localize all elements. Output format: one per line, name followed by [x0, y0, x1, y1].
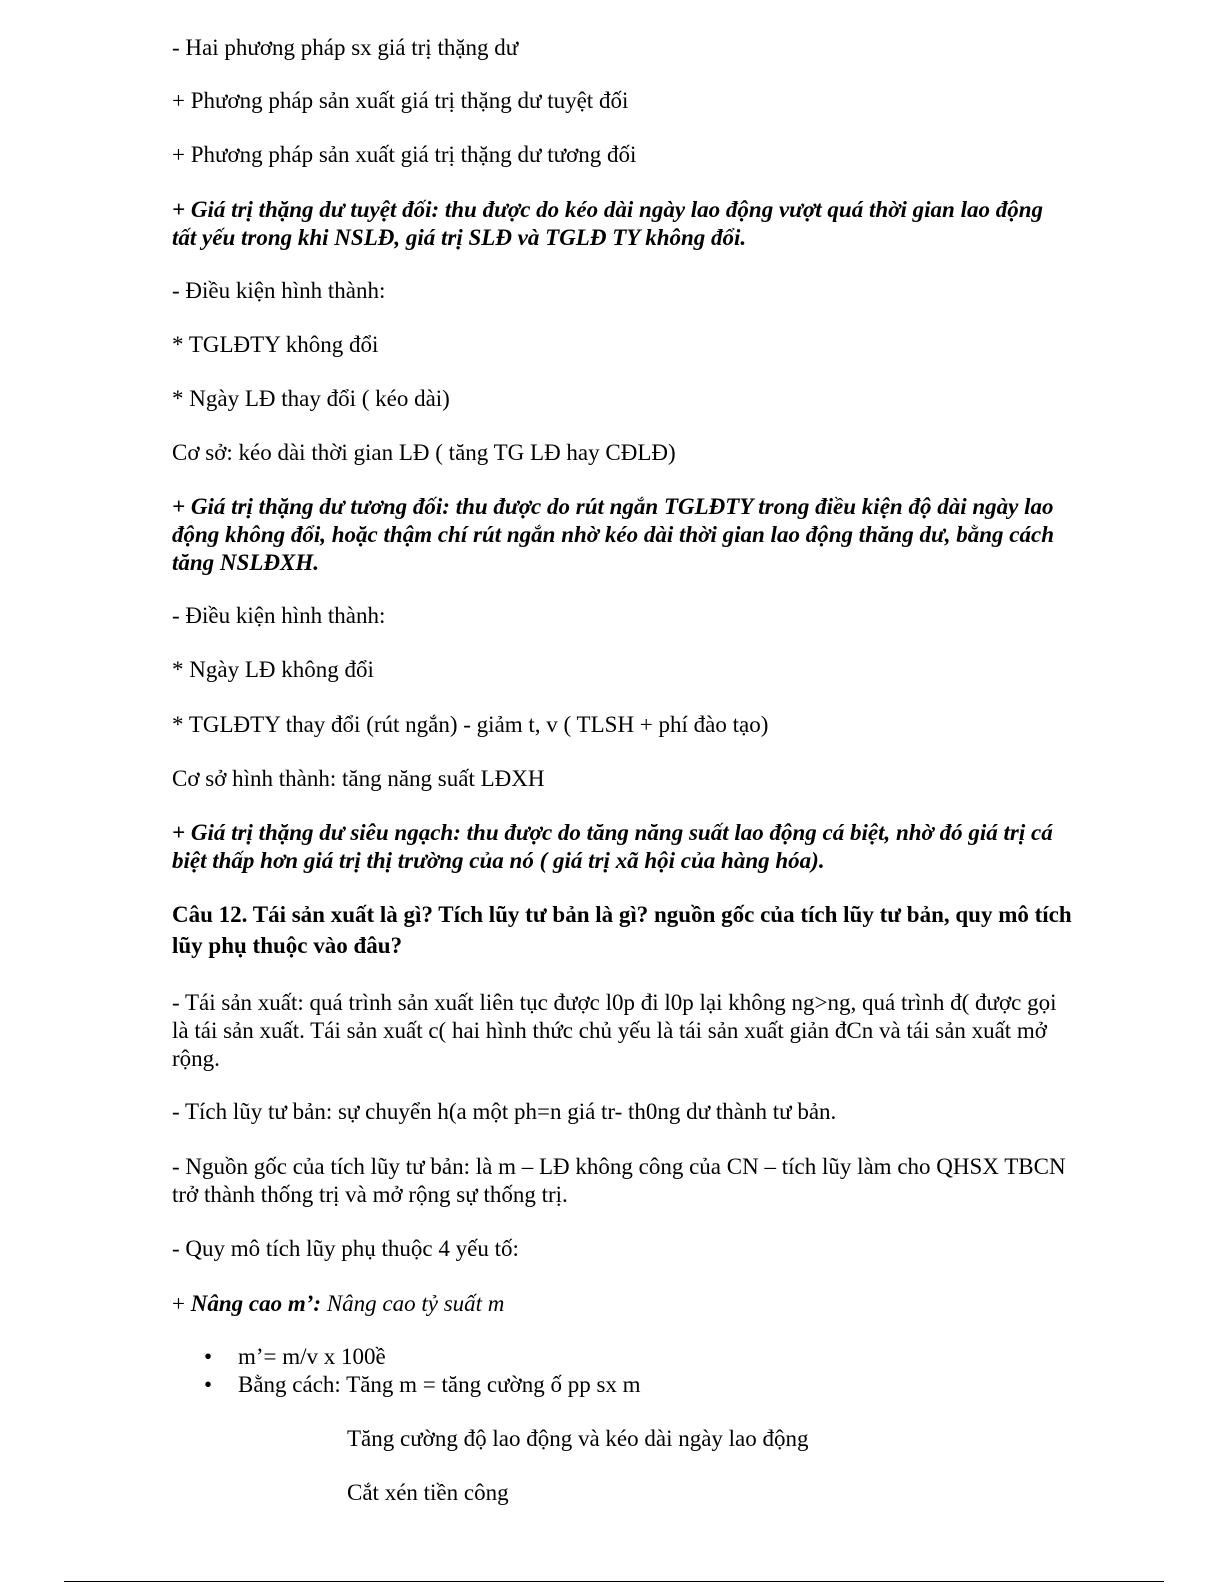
definition-relative-surplus-value: + Giá trị thặng dư tương đối: thu được do rút ngắn TGLĐTY trong điều kiện độ dài ngày lao động không đổi, hoặc thậm chí rút ngắn nhờ kéo dài thời gian lao động thăng dư, bằng cách tăng NSLĐXH.	[172, 494, 1054, 575]
paragraph: - Nguồn gốc của tích lũy tư bản: là m – LĐ không công của CN – tích lũy làm cho QHSX TBCN trở thành thống trị và mở rộng sự thống trị.	[172, 1154, 1066, 1207]
paragraph: Cơ sở hình thành: tăng năng suất LĐXH	[172, 766, 545, 791]
paragraph: * TGLĐTY không đổi	[172, 332, 379, 357]
paragraph: - Tái sản xuất: quá trình sản xuất liên tục được l0p đi l0p lại không ng>ng, quá trình đ( được gọi là tái sản xuất. Tái sản xuất c( hai hình thức chủ yếu là tái sản xuất giản đCn và tái sản xuất mở rộng.	[172, 990, 1057, 1071]
question-heading: Câu 12. Tái sản xuất là gì? Tích lũy tư bản là gì? nguồn gốc của tích lũy tư bản, quy mô tích lũy phụ thuộc vào đâu?	[172, 902, 1072, 958]
definition-excess-surplus-value: + Giá trị thặng dư siêu ngạch: thu được do tăng năng suất lao động cá biệt, nhờ đó giá trị cá biệt thấp hơn giá trị thị trường của nó ( giá trị xã hội của hàng hóa).	[172, 820, 1053, 873]
list-item	[172, 1371, 1072, 1399]
list-item-text: m’= m/v x 100ề	[238, 1344, 386, 1369]
paragraph: - Tích lũy tư bản: sự chuyển h(a một ph=n giá tr- th0ng dư thành tư bản.	[172, 1099, 837, 1124]
factor-term: Nâng cao m’:	[190, 1291, 322, 1316]
factor-prefix: +	[172, 1291, 191, 1316]
paragraph: * Ngày LĐ thay đổi ( kéo dài)	[172, 386, 450, 411]
factor-description: Nâng cao tỷ suất m	[321, 1291, 505, 1316]
paragraph: - Quy mô tích lũy phụ thuộc 4 yếu tố:	[172, 1236, 519, 1261]
paragraph: + Phương pháp sản xuất giá trị thặng dư tuyệt đối	[172, 88, 629, 113]
paragraph: - Điều kiện hình thành:	[172, 278, 386, 303]
factor-heading	[172, 1290, 1072, 1318]
paragraph: + Phương pháp sản xuất giá trị thặng dư tương đối	[172, 142, 637, 167]
paragraph: * Ngày LĐ không đổi	[172, 657, 374, 682]
page-bottom-rule	[64, 1581, 1164, 1582]
indented-line	[172, 1479, 1072, 1507]
bullet-icon: •	[204, 1372, 213, 1397]
definition-absolute-surplus-value: + Giá trị thặng dư tuyệt đối: thu được do kéo dài ngày lao động vượt quá thời gian lao động tất yếu trong khi NSLĐ, giá trị SLĐ và TGLĐ TY không đổi.	[172, 197, 1044, 250]
indented-text: Cắt xén tiền công	[347, 1480, 509, 1505]
indented-text: Tăng cường độ lao động và kéo dài ngày lao động	[347, 1426, 809, 1451]
indented-line	[172, 1425, 1072, 1453]
paragraph: Cơ sở: kéo dài thời gian LĐ ( tăng TG LĐ hay CĐLĐ)	[172, 440, 676, 465]
paragraph: * TGLĐTY thay đổi (rút ngắn) - giảm t, v ( TLSH + phí đào tạo)	[172, 712, 769, 737]
bullet-icon: •	[204, 1344, 213, 1369]
list-item-text: Bằng cách: Tăng m = tăng cường ố pp sx m	[238, 1372, 641, 1397]
paragraph: - Hai phương pháp sx giá trị thặng dư	[172, 35, 519, 60]
list-item	[172, 1343, 1072, 1371]
paragraph: - Điều kiện hình thành:	[172, 603, 386, 628]
